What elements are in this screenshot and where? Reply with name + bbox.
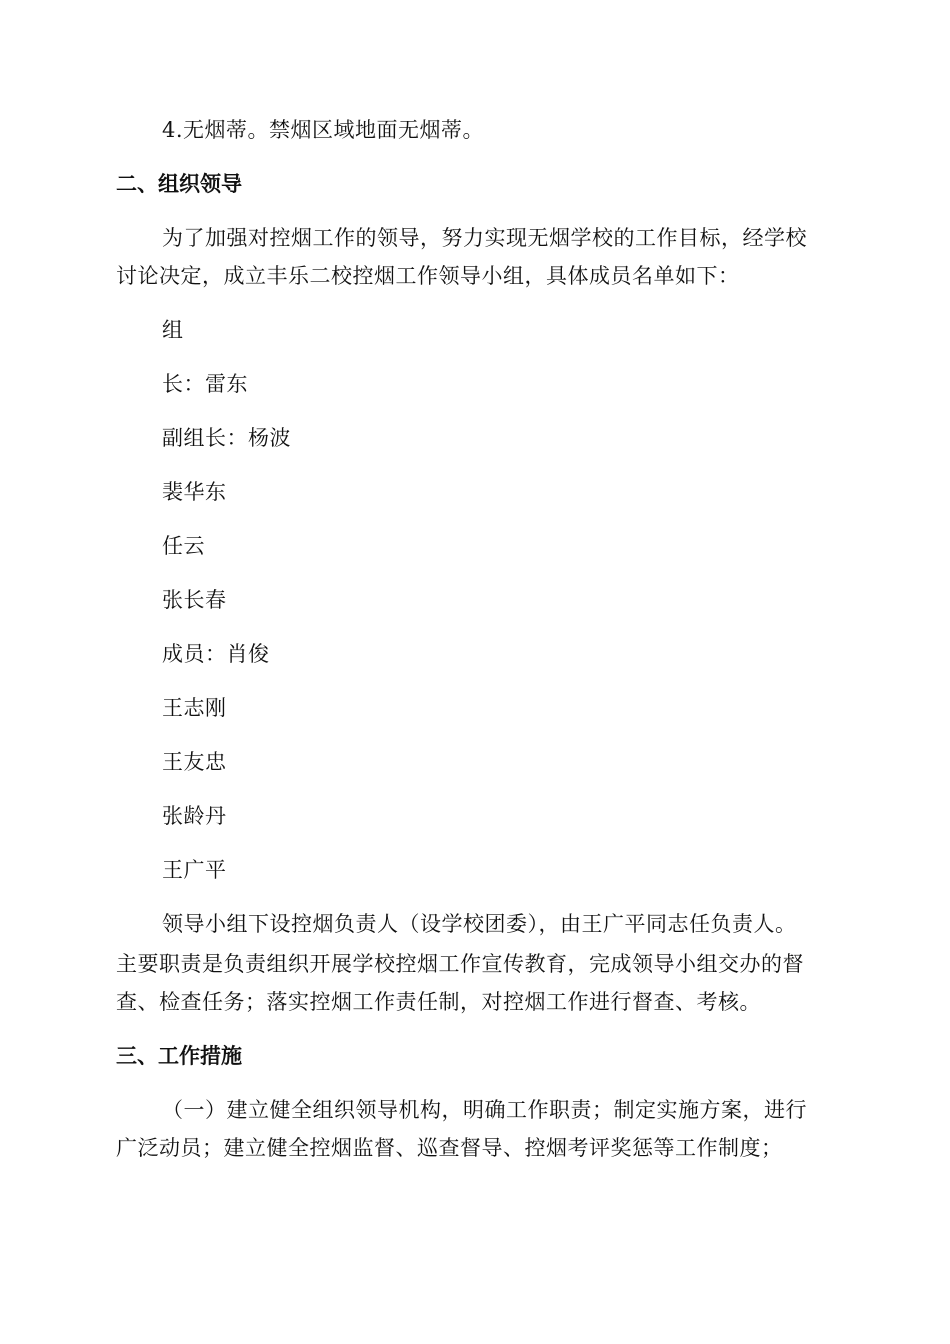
duty-line-3: 查、检查任务；落实控烟工作责任制，对控烟工作进行督查、考核。 <box>116 990 761 1014</box>
intro-line-1: 为了加强对控烟工作的领导，努力实现无烟学校的工作目标，经学校 <box>162 226 807 250</box>
member-line: 成员：肖俊 <box>162 642 270 666</box>
member-line: 王友忠 <box>162 750 227 774</box>
member-line: 副组长：杨波 <box>162 426 291 450</box>
member-line: 裴华东 <box>162 480 227 504</box>
measure-1-line-1: （一）建立健全组织领导机构，明确工作职责；制定实施方案，进行 <box>162 1098 807 1122</box>
section-3-heading: 三、工作措施 <box>116 1044 242 1068</box>
member-line: 张龄丹 <box>162 804 227 828</box>
intro-line-2: 讨论决定，成立丰乐二校控烟工作领导小组，具体成员名单如下： <box>116 264 740 288</box>
member-line: 任云 <box>162 534 205 558</box>
section-2-heading: 二、组织领导 <box>116 172 242 196</box>
member-line: 组 <box>162 318 184 342</box>
item-4-text: 4.无烟蒂。禁烟区域地面无烟蒂。 <box>162 118 485 142</box>
duty-line-1: 领导小组下设控烟负责人（设学校团委），由王广平同志任负责人。 <box>162 912 797 936</box>
member-line: 王广平 <box>162 858 227 882</box>
duty-line-2: 主要职责是负责组织开展学校控烟工作宣传教育，完成领导小组交办的督 <box>116 952 804 976</box>
member-line: 张长春 <box>162 588 227 612</box>
member-line: 王志刚 <box>162 696 227 720</box>
measure-1-line-2: 广泛动员；建立健全控烟监督、巡查督导、控烟考评奖惩等工作制度； <box>116 1136 783 1160</box>
member-line: 长：雷东 <box>162 372 248 396</box>
